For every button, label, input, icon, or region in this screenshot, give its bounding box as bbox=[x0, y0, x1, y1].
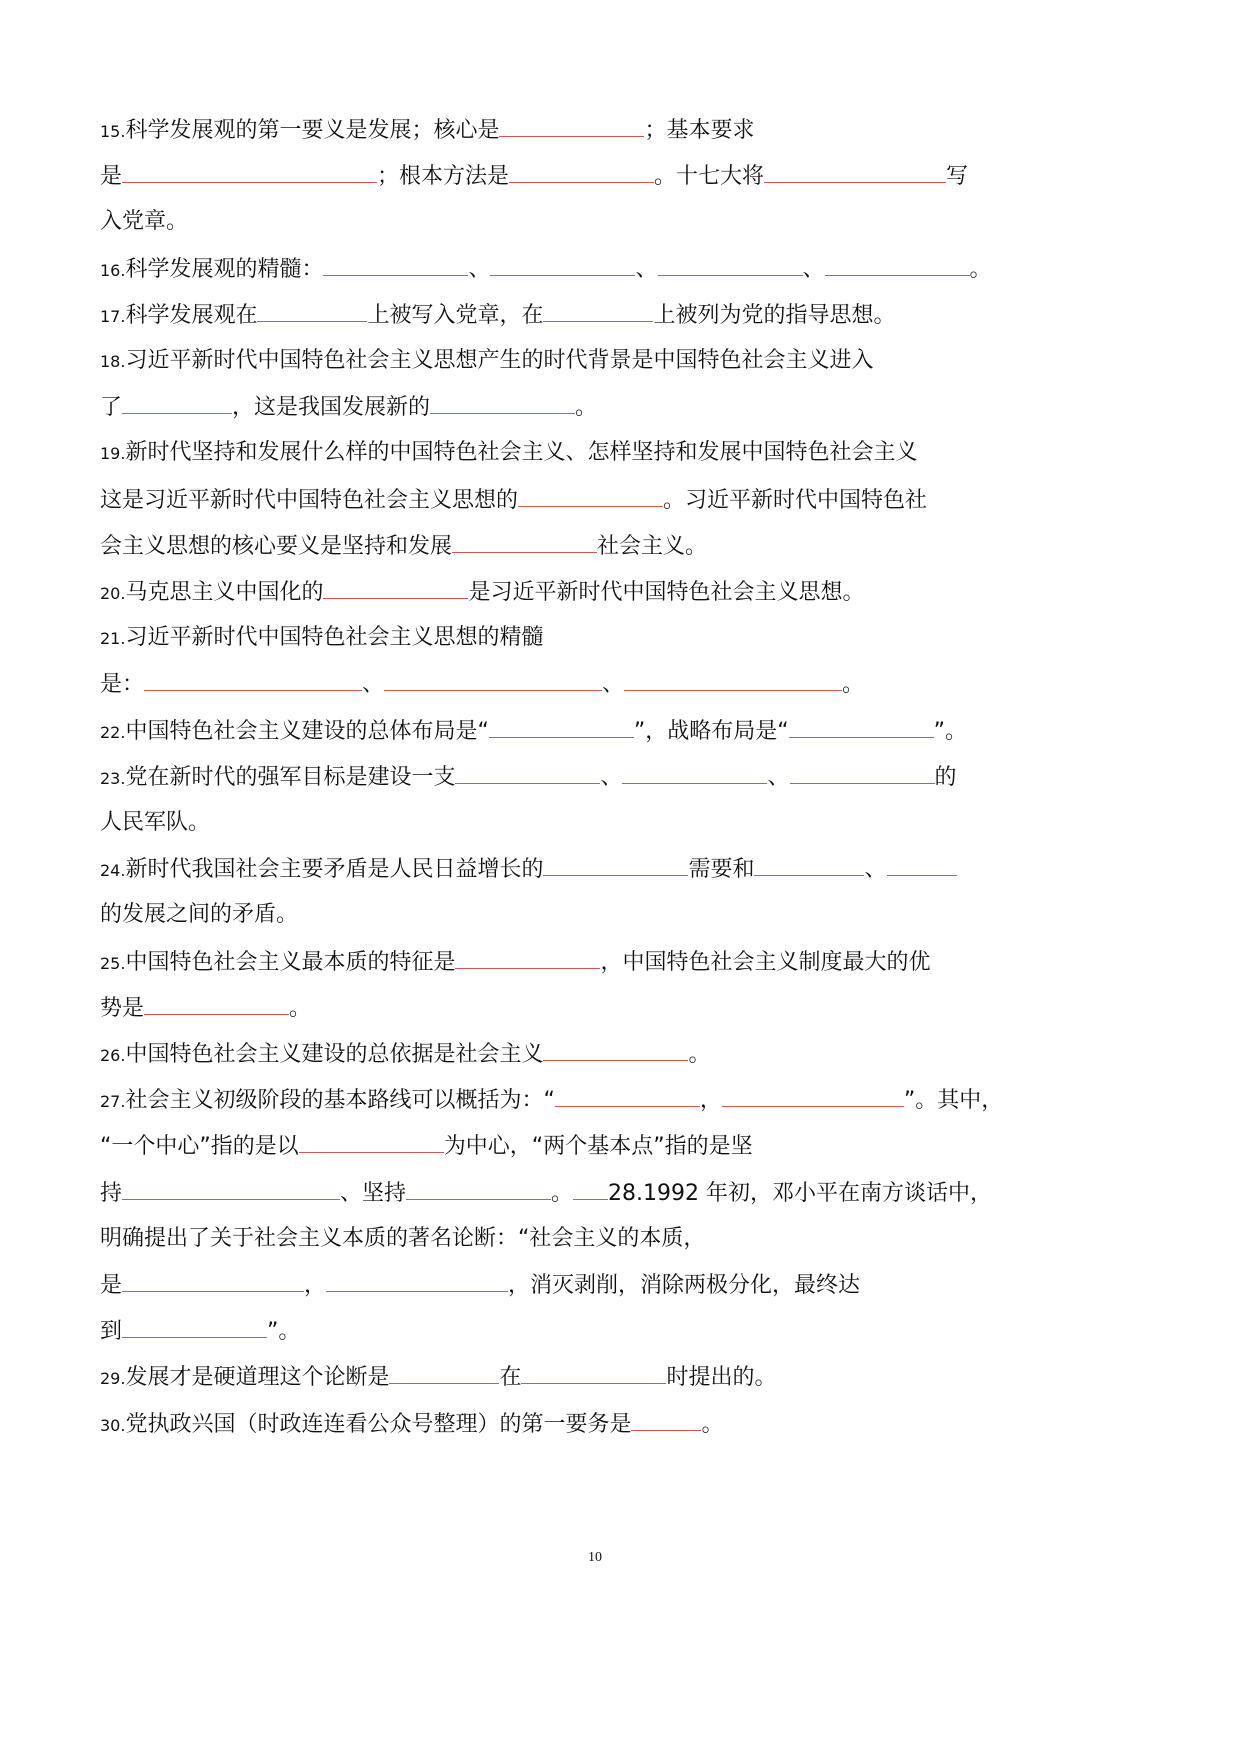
answer-blank[interactable] bbox=[790, 763, 935, 784]
question-text: 28.1992 年初，邓小平在南方谈话中， bbox=[608, 1180, 993, 1206]
question-number: 20. bbox=[100, 584, 126, 603]
answer-blank[interactable] bbox=[122, 162, 377, 183]
answer-blank[interactable] bbox=[299, 1132, 444, 1153]
answer-blank[interactable] bbox=[455, 763, 600, 784]
answer-blank[interactable] bbox=[452, 532, 597, 553]
question-text: 是习近平新时代中国特色社会主义思想。 bbox=[468, 580, 865, 605]
answer-blank[interactable] bbox=[389, 1363, 499, 1384]
question-number: 15. bbox=[100, 122, 126, 141]
question-text: 是 bbox=[100, 164, 123, 190]
question-line bbox=[100, 1132, 753, 1161]
question-text: “一个中心”指的是以 bbox=[100, 1134, 299, 1160]
question-line bbox=[100, 994, 311, 1023]
answer-blank[interactable] bbox=[825, 255, 970, 276]
answer-blank[interactable] bbox=[406, 1179, 551, 1200]
question-number: 26. bbox=[100, 1046, 126, 1065]
question-text: 是 bbox=[100, 1273, 123, 1298]
question-text: 势是 bbox=[100, 995, 145, 1021]
question-text: 需要和 bbox=[688, 857, 755, 883]
question-text: ，这是我国发展新的 bbox=[232, 395, 431, 421]
answer-blank[interactable] bbox=[624, 670, 842, 691]
question-text: 、 bbox=[600, 764, 623, 790]
question-text: 马克思主义中国化的 bbox=[125, 580, 324, 605]
answer-blank[interactable] bbox=[122, 1271, 304, 1292]
question-text: 。 bbox=[701, 1411, 724, 1437]
question-line bbox=[100, 1410, 723, 1440]
question-text: 习近平新时代中国特色社会主义思想的精髓 bbox=[125, 625, 544, 651]
question-text: 。 bbox=[551, 1180, 574, 1206]
question-text: 了 bbox=[100, 395, 123, 421]
question-line bbox=[100, 532, 707, 561]
question-number: 23. bbox=[100, 768, 126, 788]
answer-blank[interactable] bbox=[323, 578, 468, 599]
question-line bbox=[100, 255, 992, 285]
answer-blank[interactable] bbox=[499, 116, 644, 137]
question-line bbox=[100, 1271, 860, 1300]
answer-blank[interactable] bbox=[489, 717, 634, 738]
question-text: 。习近平新时代中国特色社 bbox=[663, 487, 928, 513]
question-text: 科学发展观的精髓： bbox=[125, 256, 324, 282]
question-text: 明确提出了关于社会主义本质的著名论断：“社会主义的本质， bbox=[100, 1225, 706, 1251]
question-text: 上被写入党章，在 bbox=[367, 302, 544, 328]
question-number: 19. bbox=[100, 444, 126, 464]
question-text: 发展才是硬道理这个论断是 bbox=[125, 1365, 390, 1391]
question-text: 的发展之间的矛盾。 bbox=[100, 902, 299, 928]
question-line bbox=[100, 901, 298, 929]
question-text: 、 bbox=[864, 857, 887, 883]
answer-blank[interactable] bbox=[764, 162, 946, 183]
question-text: 在 bbox=[499, 1365, 522, 1391]
answer-blank[interactable] bbox=[622, 763, 767, 784]
question-text: 党在新时代的强军目标是建设一支 bbox=[125, 764, 456, 790]
question-number: 29. bbox=[100, 1369, 126, 1389]
question-text: 科学发展观在 bbox=[125, 302, 258, 328]
answer-blank[interactable] bbox=[521, 1363, 666, 1384]
question-line bbox=[100, 208, 188, 236]
question-text: 。 bbox=[688, 1042, 711, 1067]
question-line bbox=[100, 347, 873, 376]
question-line bbox=[100, 1363, 777, 1393]
question-line bbox=[100, 301, 896, 331]
question-number: 18. bbox=[100, 352, 126, 371]
answer-blank[interactable] bbox=[257, 301, 367, 322]
question-text: 人民军队。 bbox=[100, 810, 211, 835]
answer-blank[interactable] bbox=[326, 1271, 508, 1292]
answer-blank[interactable] bbox=[658, 255, 803, 276]
question-number: 21. bbox=[100, 629, 126, 649]
question-line bbox=[100, 393, 597, 422]
question-line bbox=[100, 439, 917, 468]
question-text: 时提出的。 bbox=[666, 1365, 777, 1391]
question-text: 、 bbox=[767, 764, 790, 790]
question-text: 上被列为党的指导思想。 bbox=[653, 302, 896, 328]
question-line bbox=[100, 1179, 992, 1208]
question-number: 25. bbox=[100, 953, 126, 973]
answer-blank[interactable] bbox=[455, 948, 600, 969]
question-text: 、 bbox=[602, 672, 625, 698]
question-text: ；基本要求 bbox=[644, 118, 755, 143]
answer-blank[interactable] bbox=[509, 162, 654, 183]
question-line bbox=[100, 486, 927, 515]
answer-blank[interactable] bbox=[887, 855, 957, 876]
question-text: ”，战略布局是“ bbox=[633, 718, 789, 744]
question-text: 、 bbox=[635, 256, 658, 282]
question-text: 的 bbox=[934, 764, 957, 790]
question-text: 为中心，“两个基本点”指的是坚 bbox=[443, 1134, 753, 1160]
question-text: 、坚持 bbox=[340, 1180, 407, 1206]
question-number: 24. bbox=[100, 861, 126, 881]
question-line bbox=[100, 717, 967, 747]
question-text: ”。 bbox=[267, 1319, 301, 1345]
question-text: 。 bbox=[575, 395, 598, 421]
answer-blank[interactable] bbox=[122, 393, 232, 414]
question-text: 中国特色社会主义建设的总依据是社会主义 bbox=[125, 1042, 544, 1067]
answer-blank[interactable] bbox=[122, 1179, 340, 1200]
question-text: 社会主义。 bbox=[597, 533, 708, 559]
answer-blank[interactable] bbox=[722, 1086, 904, 1107]
answer-blank[interactable] bbox=[631, 1410, 701, 1431]
question-line bbox=[100, 763, 957, 793]
answer-blank[interactable] bbox=[543, 301, 653, 322]
answer-blank[interactable] bbox=[555, 1086, 700, 1107]
question-line bbox=[100, 624, 543, 653]
question-text: 、 bbox=[468, 256, 491, 282]
question-text: 。 bbox=[969, 256, 992, 282]
question-number: 22. bbox=[100, 722, 126, 742]
question-line bbox=[100, 855, 957, 885]
question-text: 新时代坚持和发展什么样的中国特色社会主义、怎样坚持和发展中国特色社会主义 bbox=[125, 440, 918, 466]
answer-blank[interactable] bbox=[323, 255, 468, 276]
question-text: ，消灭剥削，消除两极分化，最终达 bbox=[508, 1273, 861, 1298]
answer-blank[interactable] bbox=[384, 670, 602, 691]
question-text: ；根本方法是 bbox=[377, 164, 510, 190]
question-line bbox=[100, 162, 968, 191]
answer-blank[interactable] bbox=[543, 1040, 688, 1061]
question-text: 。 bbox=[289, 995, 312, 1021]
question-text: 这是习近平新时代中国特色社会主义思想的 bbox=[100, 487, 519, 513]
question-text: 科学发展观的第一要义是发展；核心是 bbox=[125, 118, 500, 143]
question-text: ， bbox=[304, 1273, 327, 1298]
question-line bbox=[100, 116, 754, 146]
question-line bbox=[100, 1317, 300, 1346]
question-text: 习近平新时代中国特色社会主义思想产生的时代背景是中国特色社会主义进入 bbox=[125, 348, 874, 373]
question-text: 中国特色社会主义最本质的特征是 bbox=[125, 949, 456, 975]
question-text: 持 bbox=[100, 1180, 123, 1206]
question-text: 新时代我国社会主要矛盾是人民日益增长的 bbox=[125, 857, 544, 883]
question-number: 30. bbox=[100, 1415, 126, 1435]
answer-blank[interactable] bbox=[430, 393, 575, 414]
answer-blank[interactable] bbox=[144, 670, 362, 691]
answer-blank[interactable] bbox=[144, 994, 289, 1015]
document-page bbox=[40, 50, 1200, 1700]
question-text: 会主义思想的核心要义是坚持和发展 bbox=[100, 533, 453, 559]
question-text: 社会主义初级阶段的基本路线可以概括为：“ bbox=[125, 1088, 555, 1114]
question-number: 27. bbox=[100, 1092, 126, 1112]
question-line bbox=[100, 1225, 705, 1253]
question-text: ， bbox=[699, 1088, 722, 1114]
question-number: 17. bbox=[100, 306, 126, 326]
question-line bbox=[100, 670, 864, 699]
question-text: 入党章。 bbox=[100, 209, 189, 235]
answer-blank[interactable] bbox=[518, 486, 663, 507]
question-line bbox=[100, 1040, 710, 1070]
question-text: 到 bbox=[100, 1319, 123, 1345]
answer-blank[interactable] bbox=[789, 717, 934, 738]
question-text: 党执政兴国（时政连连看公众号整理）的第一要务是 bbox=[125, 1411, 632, 1437]
answer-blank[interactable] bbox=[754, 855, 864, 876]
question-text: 、 bbox=[802, 256, 825, 282]
question-text: 。十七大将 bbox=[654, 164, 765, 190]
answer-blank[interactable] bbox=[573, 1179, 608, 1200]
question-line bbox=[100, 948, 930, 978]
question-text: ”。其中， bbox=[903, 1088, 1004, 1114]
page-number: 10 bbox=[588, 1550, 602, 1565]
question-line bbox=[100, 1086, 1003, 1116]
question-line bbox=[100, 578, 864, 608]
question-text: 写 bbox=[946, 164, 969, 190]
answer-blank[interactable] bbox=[490, 255, 635, 276]
answer-blank[interactable] bbox=[543, 855, 688, 876]
question-text: ”。 bbox=[933, 718, 968, 744]
question-text: 是： bbox=[100, 672, 145, 698]
question-text: 。 bbox=[842, 672, 865, 698]
question-text: 中国特色社会主义建设的总体布局是“ bbox=[125, 718, 489, 744]
question-text: 、 bbox=[362, 672, 385, 698]
question-text: ，中国特色社会主义制度最大的优 bbox=[600, 949, 931, 975]
answer-blank[interactable] bbox=[122, 1317, 267, 1338]
question-line bbox=[100, 809, 210, 837]
question-number: 16. bbox=[100, 260, 126, 280]
